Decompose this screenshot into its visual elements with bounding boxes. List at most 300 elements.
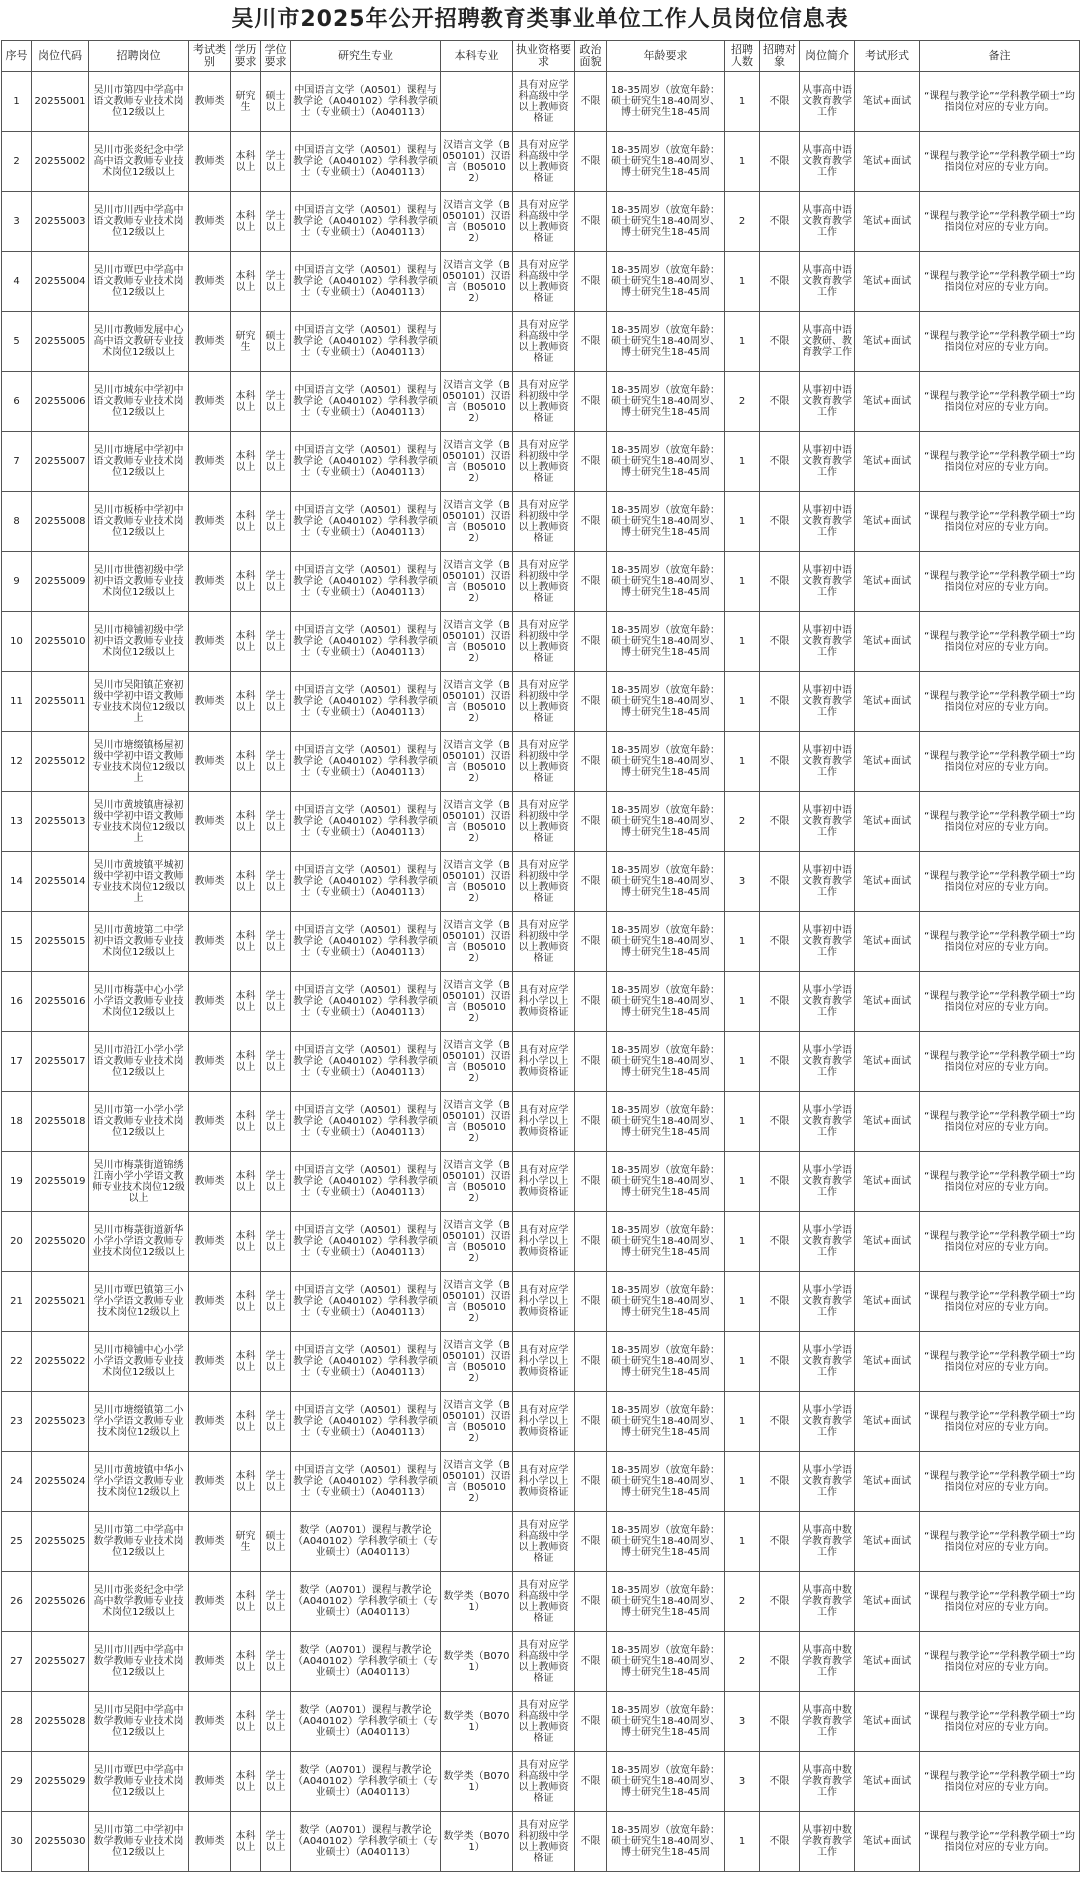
cell-graduate-major: 中国语言文学（A0501）课程与教学论（A040102）学科教学硕士（专业硕士）（A040113） [291,912,441,972]
cell-post-name: 吴川市川西中学高中数学教师专业技术岗位12级以上 [89,1632,189,1692]
cell-hiring-count: 1 [725,1092,760,1152]
cell-hiring-count: 1 [725,552,760,612]
cell-row-number: 12 [2,732,32,792]
table-row [2,492,1080,552]
cell-education-requirement: 本科以上 [231,732,261,792]
table-row [2,1212,1080,1272]
cell-undergraduate-major: 汉语言文学（B050101）汉语言（B050102） [441,132,513,192]
cell-row-number: 18 [2,1092,32,1152]
cell-undergraduate-major: 汉语言文学（B050101）汉语言（B050102） [441,372,513,432]
cell-post-intro: 从事小学语文教育教学工作 [800,1452,855,1512]
cell-row-number: 2 [2,132,32,192]
cell-certificate-requirement: 具有对应学科高级中学以上教师资格证 [513,1572,575,1632]
cell-undergraduate-major: 汉语言文学（B050101）汉语言（B050102） [441,1272,513,1332]
cell-post-name: 吴川市塘缀镇杨屋初级中学初中语文教师专业技术岗位12级以上 [89,732,189,792]
cell-hiring-target: 不限 [760,672,800,732]
positions-table [1,40,1080,1872]
cell-undergraduate-major: 汉语言文学（B050101）汉语言（B050102） [441,192,513,252]
cell-remark: “课程与教学论”“学科教学硕士”均指岗位对应的专业方向。 [920,1332,1080,1392]
cell-political-status: 不限 [575,252,607,312]
cell-exam-format: 笔试+面试 [855,1332,920,1392]
cell-post-code: 20255023 [32,1392,89,1452]
cell-post-code: 20255013 [32,792,89,852]
cell-graduate-major: 数学（A0701）课程与教学论（A040102）学科教学硕士（专业硕士）（A040113） [291,1632,441,1692]
cell-age-requirement: 18-35周岁（放宽年龄：硕士研究生18-40周岁、博士研究生18-45周 [607,1572,725,1632]
cell-education-requirement: 本科以上 [231,252,261,312]
cell-hiring-target: 不限 [760,1092,800,1152]
cell-education-requirement: 研究生 [231,1512,261,1572]
cell-remark: “课程与教学论”“学科教学硕士”均指岗位对应的专业方向。 [920,732,1080,792]
cell-degree-requirement: 学士以上 [261,132,291,192]
cell-post-code: 20255024 [32,1452,89,1512]
cell-graduate-major: 数学（A0701）课程与教学论（A040102）学科教学硕士（专业硕士）（A040113） [291,1572,441,1632]
cell-certificate-requirement: 具有对应学科高级中学以上教师资格证 [513,1632,575,1692]
cell-hiring-count: 1 [725,972,760,1032]
cell-remark: “课程与教学论”“学科教学硕士”均指岗位对应的专业方向。 [920,372,1080,432]
cell-remark: “课程与教学论”“学科教学硕士”均指岗位对应的专业方向。 [920,1632,1080,1692]
cell-certificate-requirement: 具有对应学科高级中学以上教师资格证 [513,72,575,132]
cell-degree-requirement: 硕士以上 [261,1512,291,1572]
cell-political-status: 不限 [575,672,607,732]
cell-post-intro: 从事小学语文教育教学工作 [800,1092,855,1152]
header-col-undergrad-major: 本科专业 [441,41,513,72]
cell-undergraduate-major: 汉语言文学（B050101）汉语言（B050102） [441,1092,513,1152]
cell-education-requirement: 本科以上 [231,912,261,972]
cell-row-number: 14 [2,852,32,912]
cell-exam-format: 笔试+面试 [855,1572,920,1632]
cell-row-number: 17 [2,1032,32,1092]
cell-certificate-requirement: 具有对应学科小学以上教师资格证 [513,1212,575,1272]
cell-hiring-target: 不限 [760,1812,800,1872]
cell-row-number: 26 [2,1572,32,1632]
header-col-education: 学历要求 [231,41,261,72]
cell-exam-category: 教师类 [189,1692,231,1752]
cell-political-status: 不限 [575,1212,607,1272]
cell-post-code: 20255004 [32,252,89,312]
cell-degree-requirement: 学士以上 [261,1332,291,1392]
cell-post-intro: 从事初中语文教育教学工作 [800,672,855,732]
table-row [2,852,1080,912]
cell-post-code: 20255015 [32,912,89,972]
cell-graduate-major: 中国语言文学（A0501）课程与教学论（A040102）学科教学硕士（专业硕士）（A040113） [291,1272,441,1332]
table-row [2,1332,1080,1392]
cell-education-requirement: 本科以上 [231,1752,261,1812]
cell-post-name: 吴川市世德初级中学初中语文教师专业技术岗位12级以上 [89,552,189,612]
cell-undergraduate-major: 汉语言文学（B050101）汉语言（B050102） [441,1332,513,1392]
cell-row-number: 4 [2,252,32,312]
cell-post-name: 吴川市沿江小学小学语文教师专业技术岗位12级以上 [89,1032,189,1092]
cell-age-requirement: 18-35周岁（放宽年龄：硕士研究生18-40周岁、博士研究生18-45周 [607,1032,725,1092]
cell-hiring-count: 1 [725,732,760,792]
cell-graduate-major: 中国语言文学（A0501）课程与教学论（A040102）学科教学硕士（专业硕士）（A040113） [291,192,441,252]
cell-exam-category: 教师类 [189,372,231,432]
cell-row-number: 20 [2,1212,32,1272]
cell-hiring-count: 1 [725,312,760,372]
cell-post-intro: 从事高中数学教育教学工作 [800,1512,855,1572]
cell-hiring-count: 2 [725,792,760,852]
cell-undergraduate-major: 汉语言文学（B050101）汉语言（B050102） [441,1212,513,1272]
cell-remark: “课程与教学论”“学科教学硕士”均指岗位对应的专业方向。 [920,312,1080,372]
cell-hiring-target: 不限 [760,972,800,1032]
cell-post-intro: 从事高中数学教育教学工作 [800,1632,855,1692]
cell-education-requirement: 本科以上 [231,1272,261,1332]
cell-remark: “课程与教学论”“学科教学硕士”均指岗位对应的专业方向。 [920,912,1080,972]
cell-degree-requirement: 学士以上 [261,1452,291,1512]
cell-exam-format: 笔试+面试 [855,612,920,672]
cell-graduate-major: 数学（A0701）课程与教学论（A040102）学科教学硕士（专业硕士）（A040113） [291,1692,441,1752]
header-col-note: 备注 [920,41,1080,72]
cell-post-name: 吴川市塘缀镇第二小学小学语文教师专业技术岗位12级以上 [89,1392,189,1452]
cell-education-requirement: 研究生 [231,312,261,372]
cell-age-requirement: 18-35周岁（放宽年龄：硕士研究生18-40周岁、博士研究生18-45周 [607,192,725,252]
table-row [2,1452,1080,1512]
cell-hiring-target: 不限 [760,72,800,132]
cell-post-name: 吴川市张炎纪念中学高中语文教师专业技术岗位12级以上 [89,132,189,192]
table-row [2,1692,1080,1752]
cell-post-name: 吴川市川西中学高中语文教师专业技术岗位12级以上 [89,192,189,252]
cell-hiring-target: 不限 [760,1152,800,1212]
cell-certificate-requirement: 具有对应学科初级中学以上教师资格证 [513,492,575,552]
cell-post-intro: 从事初中语文教育教学工作 [800,552,855,612]
cell-political-status: 不限 [575,372,607,432]
cell-exam-category: 教师类 [189,1092,231,1152]
cell-hiring-target: 不限 [760,852,800,912]
cell-post-intro: 从事初中语文教育教学工作 [800,792,855,852]
cell-political-status: 不限 [575,1272,607,1332]
cell-undergraduate-major: 数学类（B0701） [441,1752,513,1812]
cell-undergraduate-major: 汉语言文学（B050101）汉语言（B050102） [441,912,513,972]
cell-education-requirement: 本科以上 [231,432,261,492]
cell-certificate-requirement: 具有对应学科高级中学以上教师资格证 [513,192,575,252]
cell-post-name: 吴川市梅菉街道锦绣江南小学小学语文教师专业技术岗位12级以上 [89,1152,189,1212]
cell-certificate-requirement: 具有对应学科高级中学以上教师资格证 [513,1512,575,1572]
cell-exam-format: 笔试+面试 [855,252,920,312]
cell-post-intro: 从事高中语文教育教学工作 [800,192,855,252]
cell-exam-category: 教师类 [189,1152,231,1212]
cell-hiring-target: 不限 [760,1212,800,1272]
cell-row-number: 13 [2,792,32,852]
cell-degree-requirement: 学士以上 [261,912,291,972]
cell-undergraduate-major: 汉语言文学（B050101）汉语言（B050102） [441,432,513,492]
cell-age-requirement: 18-35周岁（放宽年龄：硕士研究生18-40周岁、博士研究生18-45周 [607,1212,725,1272]
cell-post-code: 20255022 [32,1332,89,1392]
cell-age-requirement: 18-35周岁（放宽年龄：硕士研究生18-40周岁、博士研究生18-45周 [607,252,725,312]
cell-graduate-major: 中国语言文学（A0501）课程与教学论（A040102）学科教学硕士（专业硕士）（A040113） [291,1212,441,1272]
cell-exam-category: 教师类 [189,852,231,912]
cell-hiring-count: 1 [725,912,760,972]
cell-hiring-count: 1 [725,1512,760,1572]
cell-exam-category: 教师类 [189,1512,231,1572]
cell-graduate-major: 数学（A0701）课程与教学论（A040102）学科教学硕士（专业硕士）（A040113） [291,1752,441,1812]
table-row [2,972,1080,1032]
cell-hiring-target: 不限 [760,372,800,432]
cell-post-code: 20255027 [32,1632,89,1692]
cell-exam-category: 教师类 [189,252,231,312]
cell-hiring-target: 不限 [760,792,800,852]
cell-undergraduate-major [441,1512,513,1572]
cell-post-name: 吴川市梅菉街道新华小学小学语文教师专业技术岗位12级以上 [89,1212,189,1272]
cell-hiring-target: 不限 [760,1512,800,1572]
cell-political-status: 不限 [575,1632,607,1692]
cell-education-requirement: 本科以上 [231,1032,261,1092]
cell-hiring-count: 1 [725,252,760,312]
cell-graduate-major: 中国语言文学（A0501）课程与教学论（A040102）学科教学硕士（专业硕士）（A040113） [291,1092,441,1152]
cell-exam-category: 教师类 [189,732,231,792]
cell-education-requirement: 本科以上 [231,972,261,1032]
header-col-degree: 学位要求 [261,41,291,72]
cell-post-code: 20255012 [32,732,89,792]
cell-certificate-requirement: 具有对应学科小学以上教师资格证 [513,1332,575,1392]
cell-age-requirement: 18-35周岁（放宽年龄：硕士研究生18-40周岁、博士研究生18-45周 [607,1752,725,1812]
header-col-count: 招聘人数 [725,41,760,72]
cell-education-requirement: 本科以上 [231,1092,261,1152]
cell-graduate-major: 数学（A0701）课程与教学论（A040102）学科教学硕士（专业硕士）（A040113） [291,1512,441,1572]
header-col-category: 考试类别 [189,41,231,72]
cell-graduate-major: 中国语言文学（A0501）课程与教学论（A040102）学科教学硕士（专业硕士）（A040113） [291,852,441,912]
cell-hiring-target: 不限 [760,1572,800,1632]
cell-post-name: 吴川市黄坡镇平城初级中学初中语文教师专业技术岗位12级以上 [89,852,189,912]
cell-post-name: 吴川市张炎纪念中学高中数学教师专业技术岗位12级以上 [89,1572,189,1632]
cell-exam-category: 教师类 [189,132,231,192]
cell-exam-category: 教师类 [189,612,231,672]
cell-remark: “课程与教学论”“学科教学硕士”均指岗位对应的专业方向。 [920,1212,1080,1272]
cell-exam-format: 笔试+面试 [855,372,920,432]
cell-undergraduate-major: 汉语言文学（B050101）汉语言（B050102） [441,1032,513,1092]
cell-remark: “课程与教学论”“学科教学硕士”均指岗位对应的专业方向。 [920,432,1080,492]
cell-age-requirement: 18-35周岁（放宽年龄：硕士研究生18-40周岁、博士研究生18-45周 [607,132,725,192]
cell-certificate-requirement: 具有对应学科小学以上教师资格证 [513,1032,575,1092]
cell-political-status: 不限 [575,1152,607,1212]
cell-degree-requirement: 学士以上 [261,372,291,432]
cell-education-requirement: 本科以上 [231,1572,261,1632]
table-row [2,372,1080,432]
cell-post-code: 20255029 [32,1752,89,1812]
cell-post-intro: 从事高中语文教育教学工作 [800,252,855,312]
cell-age-requirement: 18-35周岁（放宽年龄：硕士研究生18-40周岁、博士研究生18-45周 [607,972,725,1032]
cell-post-intro: 从事高中数学教育教学工作 [800,1692,855,1752]
cell-undergraduate-major: 数学类（B0701） [441,1692,513,1752]
cell-graduate-major: 中国语言文学（A0501）课程与教学论（A040102）学科教学硕士（专业硕士）（A040113） [291,972,441,1032]
table-row [2,1032,1080,1092]
table-row [2,312,1080,372]
cell-graduate-major: 中国语言文学（A0501）课程与教学论（A040102）学科教学硕士（专业硕士）（A040113） [291,72,441,132]
cell-remark: “课程与教学论”“学科教学硕士”均指岗位对应的专业方向。 [920,972,1080,1032]
cell-post-intro: 从事初中语文教育教学工作 [800,912,855,972]
cell-hiring-count: 1 [725,612,760,672]
cell-political-status: 不限 [575,1512,607,1572]
cell-exam-category: 教师类 [189,552,231,612]
cell-post-name: 吴川市覃巴中学高中数学教师专业技术岗位12级以上 [89,1752,189,1812]
cell-exam-format: 笔试+面试 [855,1692,920,1752]
cell-undergraduate-major: 汉语言文学（B050101）汉语言（B050102） [441,852,513,912]
cell-undergraduate-major: 汉语言文学（B050101）汉语言（B050102） [441,672,513,732]
cell-post-intro: 从事初中语文教育教学工作 [800,432,855,492]
cell-certificate-requirement: 具有对应学科初级中学以上教师资格证 [513,1812,575,1872]
cell-hiring-count: 3 [725,1692,760,1752]
cell-post-name: 吴川市城东中学初中语文教师专业技术岗位12级以上 [89,372,189,432]
cell-degree-requirement: 学士以上 [261,252,291,312]
cell-exam-category: 教师类 [189,792,231,852]
cell-exam-format: 笔试+面试 [855,1212,920,1272]
cell-exam-format: 笔试+面试 [855,132,920,192]
cell-hiring-target: 不限 [760,132,800,192]
cell-exam-category: 教师类 [189,1632,231,1692]
cell-education-requirement: 本科以上 [231,132,261,192]
cell-degree-requirement: 学士以上 [261,1632,291,1692]
cell-degree-requirement: 学士以上 [261,1092,291,1152]
cell-certificate-requirement: 具有对应学科初级中学以上教师资格证 [513,912,575,972]
cell-undergraduate-major: 汉语言文学（B050101）汉语言（B050102） [441,1152,513,1212]
cell-post-code: 20255011 [32,672,89,732]
cell-degree-requirement: 学士以上 [261,192,291,252]
cell-undergraduate-major: 汉语言文学（B050101）汉语言（B050102） [441,252,513,312]
header-col-exam: 考试形式 [855,41,920,72]
cell-education-requirement: 本科以上 [231,372,261,432]
cell-exam-format: 笔试+面试 [855,1392,920,1452]
cell-political-status: 不限 [575,72,607,132]
cell-hiring-count: 1 [725,1272,760,1332]
table-row [2,192,1080,252]
cell-graduate-major: 中国语言文学（A0501）课程与教学论（A040102）学科教学硕士（专业硕士）（A040113） [291,1452,441,1512]
cell-certificate-requirement: 具有对应学科高级中学以上教师资格证 [513,252,575,312]
cell-remark: “课程与教学论”“学科教学硕士”均指岗位对应的专业方向。 [920,672,1080,732]
cell-exam-format: 笔试+面试 [855,552,920,612]
cell-exam-format: 笔试+面试 [855,1272,920,1332]
cell-age-requirement: 18-35周岁（放宽年龄：硕士研究生18-40周岁、博士研究生18-45周 [607,1632,725,1692]
cell-political-status: 不限 [575,1692,607,1752]
cell-political-status: 不限 [575,1752,607,1812]
cell-hiring-count: 3 [725,852,760,912]
cell-hiring-count: 1 [725,672,760,732]
cell-political-status: 不限 [575,792,607,852]
cell-degree-requirement: 学士以上 [261,1032,291,1092]
cell-hiring-target: 不限 [760,1692,800,1752]
header-col-political: 政治面貌 [575,41,607,72]
cell-degree-requirement: 学士以上 [261,552,291,612]
cell-age-requirement: 18-35周岁（放宽年龄：硕士研究生18-40周岁、博士研究生18-45周 [607,1812,725,1872]
cell-political-status: 不限 [575,1032,607,1092]
cell-graduate-major: 中国语言文学（A0501）课程与教学论（A040102）学科教学硕士（专业硕士）（A040113） [291,792,441,852]
cell-political-status: 不限 [575,972,607,1032]
cell-hiring-count: 2 [725,1572,760,1632]
cell-exam-category: 教师类 [189,72,231,132]
cell-education-requirement: 本科以上 [231,1812,261,1872]
cell-graduate-major: 数学（A0701）课程与教学论（A040102）学科教学硕士（专业硕士）（A040113） [291,1812,441,1872]
cell-post-code: 20255018 [32,1092,89,1152]
cell-political-status: 不限 [575,852,607,912]
cell-degree-requirement: 学士以上 [261,1212,291,1272]
cell-remark: “课程与教学论”“学科教学硕士”均指岗位对应的专业方向。 [920,1392,1080,1452]
cell-post-code: 20255010 [32,612,89,672]
cell-row-number: 15 [2,912,32,972]
cell-remark: “课程与教学论”“学科教学硕士”均指岗位对应的专业方向。 [920,1092,1080,1152]
cell-hiring-count: 1 [725,1152,760,1212]
table-row [2,1752,1080,1812]
cell-post-name: 吴川市教师发展中心高中语文教研专业技术岗位12级以上 [89,312,189,372]
cell-graduate-major: 中国语言文学（A0501）课程与教学论（A040102）学科教学硕士（专业硕士）（A040113） [291,672,441,732]
cell-hiring-target: 不限 [760,1332,800,1392]
cell-post-name: 吴川市第四中学高中语文教师专业技术岗位12级以上 [89,72,189,132]
cell-post-name: 吴川市吴阳镇芷寮初级中学初中语文教师专业技术岗位12级以上 [89,672,189,732]
cell-age-requirement: 18-35周岁（放宽年龄：硕士研究生18-40周岁、博士研究生18-45周 [607,72,725,132]
cell-row-number: 11 [2,672,32,732]
cell-certificate-requirement: 具有对应学科高级中学以上教师资格证 [513,132,575,192]
cell-post-intro: 从事小学语文教育教学工作 [800,1032,855,1092]
cell-post-name: 吴川市塘尾中学初中语文教师专业技术岗位12级以上 [89,432,189,492]
cell-degree-requirement: 学士以上 [261,792,291,852]
cell-post-name: 吴川市第二中学初中数学教师专业技术岗位12级以上 [89,1812,189,1872]
cell-age-requirement: 18-35周岁（放宽年龄：硕士研究生18-40周岁、博士研究生18-45周 [607,492,725,552]
cell-education-requirement: 本科以上 [231,492,261,552]
cell-exam-format: 笔试+面试 [855,1032,920,1092]
cell-remark: “课程与教学论”“学科教学硕士”均指岗位对应的专业方向。 [920,1032,1080,1092]
cell-post-name: 吴川市黄坡镇中华小学小学语文教师专业技术岗位12级以上 [89,1452,189,1512]
cell-political-status: 不限 [575,132,607,192]
header-col-age: 年龄要求 [607,41,725,72]
cell-undergraduate-major [441,312,513,372]
cell-hiring-target: 不限 [760,312,800,372]
cell-graduate-major: 中国语言文学（A0501）课程与教学论（A040102）学科教学硕士（专业硕士）（A040113） [291,552,441,612]
cell-post-code: 20255016 [32,972,89,1032]
cell-political-status: 不限 [575,192,607,252]
cell-post-name: 吴川市黄坡第二中学初中语文教师专业技术岗位12级以上 [89,912,189,972]
cell-hiring-count: 2 [725,192,760,252]
table-row [2,72,1080,132]
cell-exam-format: 笔试+面试 [855,192,920,252]
cell-education-requirement: 本科以上 [231,1392,261,1452]
cell-certificate-requirement: 具有对应学科初级中学以上教师资格证 [513,732,575,792]
cell-exam-format: 笔试+面试 [855,792,920,852]
cell-degree-requirement: 硕士以上 [261,312,291,372]
cell-political-status: 不限 [575,1332,607,1392]
cell-certificate-requirement: 具有对应学科小学以上教师资格证 [513,1152,575,1212]
cell-post-intro: 从事初中语文教育教学工作 [800,492,855,552]
cell-exam-category: 教师类 [189,192,231,252]
cell-hiring-target: 不限 [760,1752,800,1812]
cell-exam-format: 笔试+面试 [855,1812,920,1872]
cell-post-intro: 从事初中语文教育教学工作 [800,852,855,912]
cell-row-number: 25 [2,1512,32,1572]
cell-exam-category: 教师类 [189,1272,231,1332]
cell-political-status: 不限 [575,1392,607,1452]
cell-row-number: 28 [2,1692,32,1752]
table-row [2,252,1080,312]
cell-row-number: 24 [2,1452,32,1512]
cell-post-name: 吴川市覃巴镇第三小学小学语文教师专业技术岗位12级以上 [89,1272,189,1332]
cell-certificate-requirement: 具有对应学科高级中学以上教师资格证 [513,1692,575,1752]
cell-row-number: 27 [2,1632,32,1692]
cell-post-intro: 从事小学语文教育教学工作 [800,1212,855,1272]
cell-hiring-target: 不限 [760,1272,800,1332]
cell-education-requirement: 本科以上 [231,672,261,732]
cell-remark: “课程与教学论”“学科教学硕士”均指岗位对应的专业方向。 [920,1812,1080,1872]
cell-post-intro: 从事高中语文教育教学工作 [800,72,855,132]
cell-education-requirement: 本科以上 [231,1332,261,1392]
cell-political-status: 不限 [575,552,607,612]
cell-education-requirement: 本科以上 [231,1452,261,1512]
cell-row-number: 30 [2,1812,32,1872]
cell-exam-format: 笔试+面试 [855,672,920,732]
cell-age-requirement: 18-35周岁（放宽年龄：硕士研究生18-40周岁、博士研究生18-45周 [607,1452,725,1512]
cell-degree-requirement: 学士以上 [261,1812,291,1872]
cell-age-requirement: 18-35周岁（放宽年龄：硕士研究生18-40周岁、博士研究生18-45周 [607,432,725,492]
cell-post-code: 20255017 [32,1032,89,1092]
cell-certificate-requirement: 具有对应学科初级中学以上教师资格证 [513,792,575,852]
cell-certificate-requirement: 具有对应学科小学以上教师资格证 [513,1392,575,1452]
cell-exam-format: 笔试+面试 [855,492,920,552]
cell-hiring-target: 不限 [760,1392,800,1452]
cell-certificate-requirement: 具有对应学科初级中学以上教师资格证 [513,612,575,672]
